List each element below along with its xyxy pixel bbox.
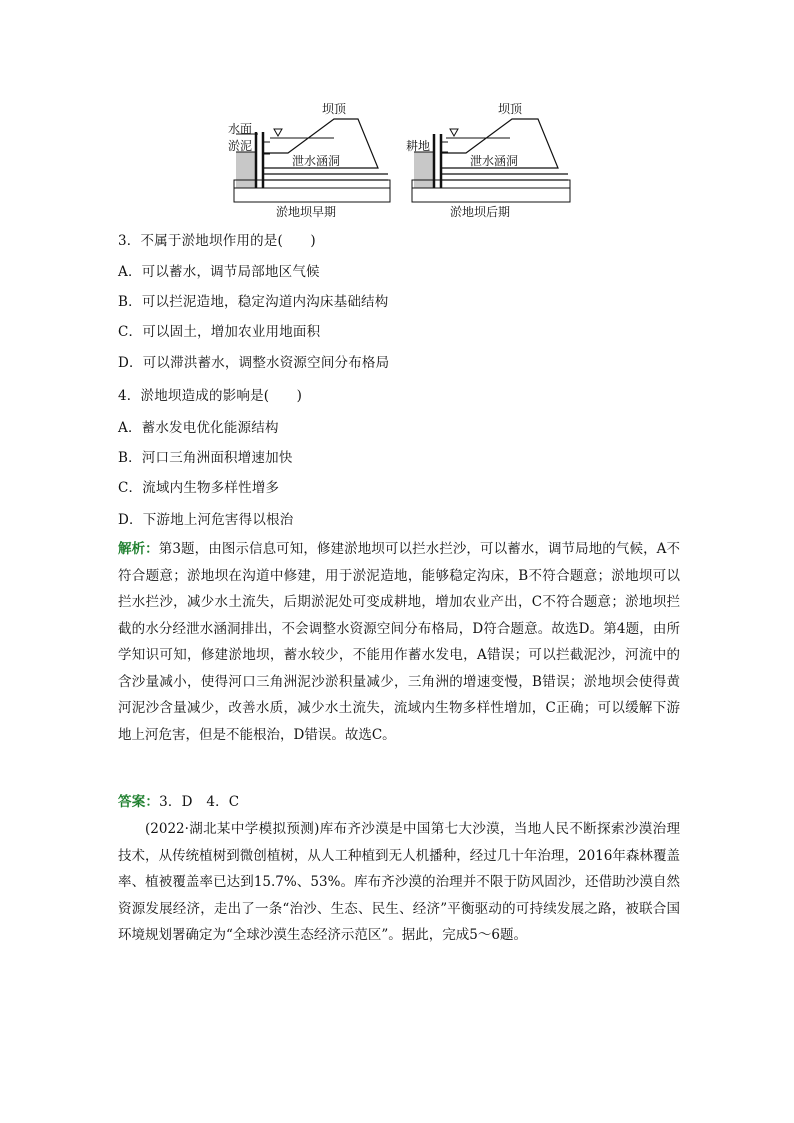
answer-text: 3．D 4．C: [159, 794, 240, 810]
q3-option-c: C．可以固土，增加农业用地面积: [118, 324, 321, 340]
answer-block: [118, 790, 239, 810]
q4-option-a: A．蓄水发电优化能源结构: [118, 420, 279, 436]
late-culvert-label: 泄水涵洞: [470, 154, 519, 168]
q4-stem: 4．淤地坝造成的影响是( ): [118, 388, 303, 404]
q4-option-d: D．下游地上河危害得以根治: [118, 512, 294, 528]
q3-option-a: A．可以蓄水，调节局部地区气候: [118, 264, 320, 280]
late-farmland-label: 耕地: [406, 139, 431, 153]
q4-option-c: C．流域内生物多样性增多: [118, 480, 280, 496]
q4-option-b: B．河口三角洲面积增速加快: [118, 450, 293, 466]
analysis-text: 第3题，由图示信息可知，修建淤地坝可以拦水拦沙，可以蓄水，调节局地的气候，A不符合题意；淤地坝在沟道中修建，用于淤泥造地，能够稳定沟床，B不符合题意；淤地坝可以拦水拦沙，减少水土流失，后期淤泥处可变成耕地，增加农业产出，C不符合题意；淤地坝拦截的水分经泄水涵洞排出，不会调整水资源空间分布格局，D符合题意。故选D。第4题，由所学知识可知，修建淤地坝，蓄水较少，不能用作蓄水发电，A错误；可以拦截泥沙，河流中的含沙量减小，使得河口三角洲泥沙淤积量减少，三角洲的增速变慢，B错误；淤地坝会使得黄河泥沙含量减少，改善水质，减少水土流失，流域内生物多样性增加，C正确；可以缓解下游地上河危害，但是不能根治，D错误。故选C。: [118, 541, 681, 743]
answer-label: 答案：: [118, 794, 160, 810]
early-water-label: 水面: [228, 122, 253, 136]
early-caption: 淤地坝早期: [276, 205, 337, 218]
early-silt-label: 淤泥: [228, 139, 253, 153]
early-crest-label: 坝顶: [322, 102, 347, 116]
q3-stem: 3．不属于淤地坝作用的是( ): [118, 233, 316, 249]
dam-early-diagram: [226, 96, 394, 218]
dam-late-diagram: [406, 96, 574, 218]
late-crest-label: 坝顶: [498, 102, 523, 116]
q3-option-b: B．可以拦泥造地，稳定沟道内沟床基础结构: [118, 294, 389, 310]
analysis-block: [118, 536, 680, 748]
passage-block: (2022·湖北某中学模拟预测)库布齐沙漠是中国第七大沙漠，当地人民不断探索沙漠治理技术，从传统植树到微创植树，从人工种植到无人机播种，经过几十年治理，2016年森林覆盖率、植被覆盖率已达到15.7%、53%。库布齐沙漠的治理并不限于防风固沙，还借助沙漠自然资源发展经济，走出了一条“治沙、生态、民生、经济”平衡驱动的可持续发展之路，被联合国环境规划署确定为“全球沙漠生态经济示范区”。据此，完成5～6题。: [118, 821, 680, 943]
late-caption: 淤地坝后期: [450, 205, 511, 218]
analysis-label: 解析：: [118, 541, 159, 557]
q3-option-d: D．可以滞洪蓄水，调整水资源空间分布格局: [118, 355, 390, 371]
early-culvert-label: 泄水涵洞: [292, 154, 341, 168]
